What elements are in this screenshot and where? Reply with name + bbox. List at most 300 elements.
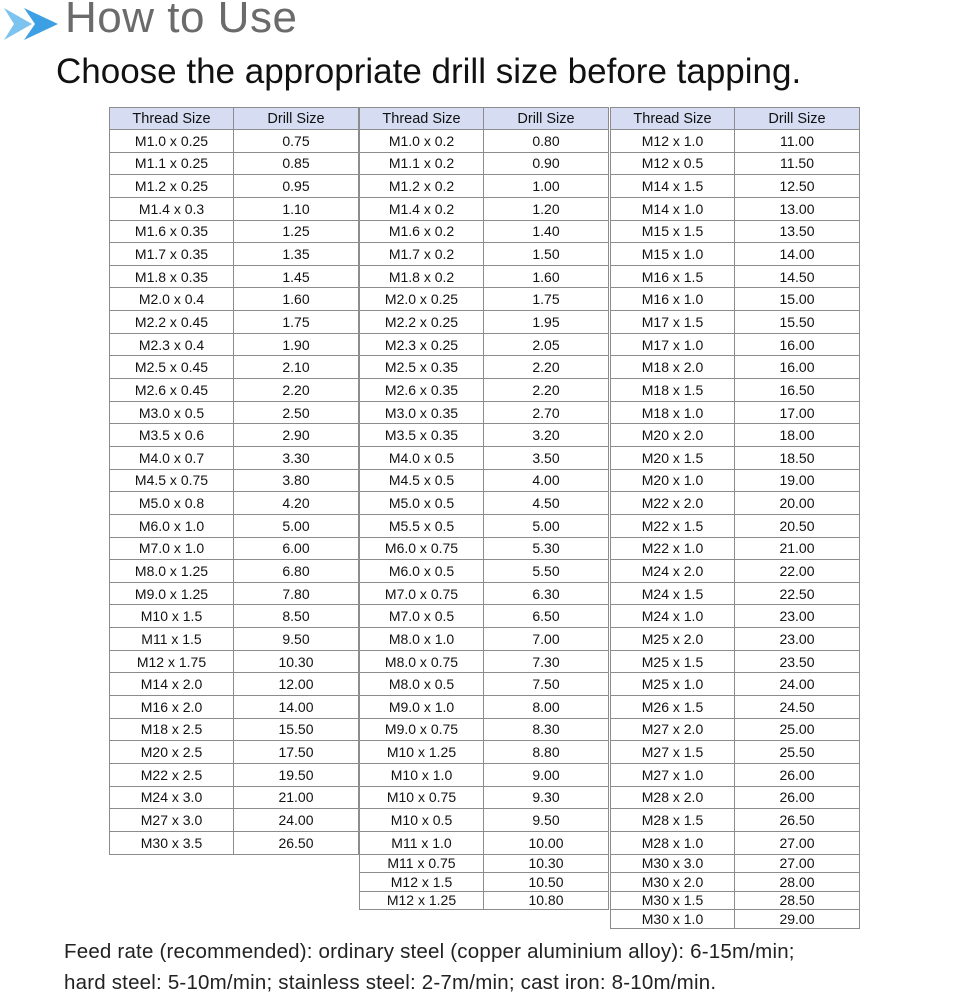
drill-size-cell: 18.50 xyxy=(735,446,860,469)
table-header-row xyxy=(611,108,860,130)
thread-size-cell: M11 x 1.0 xyxy=(360,831,484,854)
thread-size-cell: M8.0 x 1.0 xyxy=(360,628,484,651)
page-header xyxy=(0,0,960,100)
table-row xyxy=(611,311,860,334)
drill-size-cell: 28.50 xyxy=(735,891,860,910)
drill-size-cell: 6.30 xyxy=(484,582,609,605)
thread-size-cell: M7.0 x 0.5 xyxy=(360,605,484,628)
table-row xyxy=(360,891,609,910)
drill-size-cell: 14.00 xyxy=(234,696,359,719)
table-row xyxy=(611,786,860,809)
thread-size-cell: M6.0 x 0.75 xyxy=(360,537,484,560)
drill-size-cell: 9.00 xyxy=(484,763,609,786)
thread-size-cell: M18 x 1.5 xyxy=(611,379,735,402)
drill-size-cell: 23.50 xyxy=(735,650,860,673)
table-row xyxy=(360,401,609,424)
thread-size-cell: M8.0 x 0.5 xyxy=(360,673,484,696)
thread-size-cell: M24 x 1.5 xyxy=(611,582,735,605)
table-row xyxy=(110,379,359,402)
drill-size-cell: 3.30 xyxy=(234,446,359,469)
table-row xyxy=(611,537,860,560)
table-row xyxy=(360,696,609,719)
table-row xyxy=(110,356,359,379)
drill-size-cell: 29.00 xyxy=(735,910,860,929)
drill-size-cell: 15.50 xyxy=(234,718,359,741)
table-row xyxy=(611,220,860,243)
drill-size-cell: 5.00 xyxy=(234,514,359,537)
drill-size-cell: 1.00 xyxy=(484,175,609,198)
drill-size-cell: 1.40 xyxy=(484,220,609,243)
table-row xyxy=(360,152,609,175)
drill-size-cell: 20.00 xyxy=(735,492,860,515)
table-row xyxy=(611,130,860,153)
drill-size-cell: 24.00 xyxy=(234,809,359,832)
drill-size-cell: 0.95 xyxy=(234,175,359,198)
table-row xyxy=(611,741,860,764)
table-row xyxy=(611,582,860,605)
thread-size-cell: M15 x 1.0 xyxy=(611,243,735,266)
table-row xyxy=(611,891,860,910)
thread-size-cell: M1.6 x 0.35 xyxy=(110,220,234,243)
drill-size-header: Drill Size xyxy=(484,108,609,130)
thread-size-cell: M30 x 1.0 xyxy=(611,910,735,929)
drill-size-cell: 2.05 xyxy=(484,333,609,356)
table-row xyxy=(110,152,359,175)
table-row xyxy=(611,401,860,424)
table-row xyxy=(360,582,609,605)
drill-size-cell: 1.90 xyxy=(234,333,359,356)
drill-size-cell: 17.00 xyxy=(735,401,860,424)
thread-size-cell: M24 x 3.0 xyxy=(110,786,234,809)
thread-size-cell: M1.1 x 0.2 xyxy=(360,152,484,175)
thread-size-cell: M22 x 1.0 xyxy=(611,537,735,560)
thread-size-cell: M10 x 0.75 xyxy=(360,786,484,809)
thread-size-cell: M16 x 1.5 xyxy=(611,265,735,288)
thread-size-cell: M3.0 x 0.5 xyxy=(110,401,234,424)
thread-size-cell: M14 x 2.0 xyxy=(110,673,234,696)
table-row xyxy=(110,130,359,153)
table-row xyxy=(110,197,359,220)
thread-size-cell: M6.0 x 0.5 xyxy=(360,560,484,583)
table-row xyxy=(611,356,860,379)
drill-size-cell: 3.20 xyxy=(484,424,609,447)
double-chevron-right-icon xyxy=(2,6,62,42)
drill-size-cell: 13.00 xyxy=(735,197,860,220)
drill-size-cell: 4.50 xyxy=(484,492,609,515)
table-row xyxy=(110,469,359,492)
drill-size-cell: 2.20 xyxy=(484,379,609,402)
thread-size-cell: M2.2 x 0.25 xyxy=(360,311,484,334)
drill-size-cell: 12.00 xyxy=(234,673,359,696)
thread-size-cell: M25 x 1.0 xyxy=(611,673,735,696)
thread-size-cell: M28 x 2.0 xyxy=(611,786,735,809)
table-row xyxy=(360,650,609,673)
drill-size-cell: 9.50 xyxy=(234,628,359,651)
drill-size-cell: 8.50 xyxy=(234,605,359,628)
thread-size-cell: M14 x 1.5 xyxy=(611,175,735,198)
thread-size-cell: M28 x 1.5 xyxy=(611,809,735,832)
thread-size-cell: M1.0 x 0.2 xyxy=(360,130,484,153)
drill-size-cell: 13.50 xyxy=(735,220,860,243)
drill-size-cell: 16.50 xyxy=(735,379,860,402)
drill-size-cell: 2.20 xyxy=(234,379,359,402)
thread-size-cell: M17 x 1.0 xyxy=(611,333,735,356)
table-row xyxy=(110,220,359,243)
thread-size-cell: M1.7 x 0.35 xyxy=(110,243,234,266)
drill-size-table-1 xyxy=(109,107,359,855)
table-row xyxy=(360,446,609,469)
thread-size-cell: M2.6 x 0.35 xyxy=(360,379,484,402)
drill-size-cell: 25.50 xyxy=(735,741,860,764)
table-row xyxy=(611,605,860,628)
drill-size-cell: 5.30 xyxy=(484,537,609,560)
table-row xyxy=(110,673,359,696)
thread-size-cell: M25 x 2.0 xyxy=(611,628,735,651)
drill-size-cell: 2.20 xyxy=(484,356,609,379)
thread-size-cell: M1.2 x 0.25 xyxy=(110,175,234,198)
thread-size-cell: M7.0 x 0.75 xyxy=(360,582,484,605)
thread-size-cell: M2.5 x 0.35 xyxy=(360,356,484,379)
thread-size-cell: M22 x 2.0 xyxy=(611,492,735,515)
thread-size-cell: M22 x 2.5 xyxy=(110,763,234,786)
drill-size-cell: 2.90 xyxy=(234,424,359,447)
drill-size-cell: 8.30 xyxy=(484,718,609,741)
drill-size-cell: 4.00 xyxy=(484,469,609,492)
table-row xyxy=(611,424,860,447)
drill-size-cell: 10.30 xyxy=(234,650,359,673)
table-row xyxy=(110,243,359,266)
thread-size-cell: M30 x 3.5 xyxy=(110,831,234,854)
thread-size-cell: M16 x 2.0 xyxy=(110,696,234,719)
table-row xyxy=(110,786,359,809)
table-row xyxy=(360,718,609,741)
table-row xyxy=(611,696,860,719)
thread-size-cell: M12 x 1.25 xyxy=(360,891,484,910)
drill-size-header: Drill Size xyxy=(735,108,860,130)
thread-size-cell: M1.0 x 0.25 xyxy=(110,130,234,153)
drill-size-cell: 24.50 xyxy=(735,696,860,719)
drill-size-cell: 10.50 xyxy=(484,873,609,892)
table-row xyxy=(360,786,609,809)
thread-size-cell: M2.3 x 0.4 xyxy=(110,333,234,356)
thread-size-cell: M9.0 x 1.0 xyxy=(360,696,484,719)
drill-size-cell: 19.50 xyxy=(234,763,359,786)
drill-size-header: Drill Size xyxy=(234,108,359,130)
table-row xyxy=(110,582,359,605)
thread-size-header: Thread Size xyxy=(360,108,484,130)
drill-size-cell: 0.75 xyxy=(234,130,359,153)
drill-size-cell: 1.35 xyxy=(234,243,359,266)
thread-size-cell: M30 x 3.0 xyxy=(611,854,735,873)
thread-size-cell: M2.0 x 0.4 xyxy=(110,288,234,311)
table-row xyxy=(611,492,860,515)
drill-size-cell: 22.50 xyxy=(735,582,860,605)
table-header-row xyxy=(110,108,359,130)
thread-size-cell: M10 x 1.0 xyxy=(360,763,484,786)
table-row xyxy=(360,763,609,786)
drill-size-table-2 xyxy=(359,107,609,910)
table-row xyxy=(110,763,359,786)
drill-size-cell: 8.80 xyxy=(484,741,609,764)
drill-size-cell: 24.00 xyxy=(735,673,860,696)
table-row xyxy=(611,650,860,673)
thread-size-cell: M2.5 x 0.45 xyxy=(110,356,234,379)
table-row xyxy=(110,718,359,741)
table-row xyxy=(360,197,609,220)
thread-size-cell: M2.3 x 0.25 xyxy=(360,333,484,356)
table-row xyxy=(360,831,609,854)
drill-size-cell: 23.00 xyxy=(735,605,860,628)
table-row xyxy=(611,673,860,696)
thread-size-cell: M30 x 1.5 xyxy=(611,891,735,910)
table-row xyxy=(611,873,860,892)
table-row xyxy=(110,311,359,334)
drill-size-cell: 1.50 xyxy=(484,243,609,266)
drill-size-cell: 26.00 xyxy=(735,786,860,809)
thread-size-cell: M28 x 1.0 xyxy=(611,831,735,854)
drill-size-cell: 27.00 xyxy=(735,831,860,854)
drill-size-cell: 10.80 xyxy=(484,891,609,910)
table-row xyxy=(360,605,609,628)
drill-size-cell: 4.20 xyxy=(234,492,359,515)
table-row xyxy=(360,288,609,311)
thread-size-cell: M1.1 x 0.25 xyxy=(110,152,234,175)
drill-size-cell: 2.10 xyxy=(234,356,359,379)
drill-size-cell: 5.00 xyxy=(484,514,609,537)
table-row xyxy=(360,379,609,402)
thread-size-cell: M5.0 x 0.8 xyxy=(110,492,234,515)
drill-size-cell: 26.00 xyxy=(735,763,860,786)
drill-size-cell: 1.45 xyxy=(234,265,359,288)
table-row xyxy=(360,673,609,696)
thread-size-cell: M12 x 0.5 xyxy=(611,152,735,175)
thread-size-cell: M2.6 x 0.45 xyxy=(110,379,234,402)
drill-size-cell: 1.75 xyxy=(234,311,359,334)
thread-size-cell: M8.0 x 1.25 xyxy=(110,560,234,583)
thread-size-cell: M22 x 1.5 xyxy=(611,514,735,537)
table-row xyxy=(360,469,609,492)
table-row xyxy=(360,424,609,447)
thread-size-cell: M4.5 x 0.75 xyxy=(110,469,234,492)
drill-size-cell: 1.60 xyxy=(484,265,609,288)
drill-size-cell: 7.80 xyxy=(234,582,359,605)
table-row xyxy=(611,446,860,469)
table-row xyxy=(110,333,359,356)
thread-size-cell: M20 x 1.0 xyxy=(611,469,735,492)
table-row xyxy=(360,854,609,873)
table-row xyxy=(611,831,860,854)
table-row xyxy=(110,537,359,560)
table-row xyxy=(110,628,359,651)
drill-size-cell: 7.00 xyxy=(484,628,609,651)
feed-rate-line-1: Feed rate (recommended): ordinary steel (copper aluminium alloy): 6-15m/min; xyxy=(64,940,795,963)
table-row xyxy=(611,910,860,929)
drill-size-cell: 2.70 xyxy=(484,401,609,424)
feed-rate-note xyxy=(64,936,960,998)
table-row xyxy=(110,560,359,583)
thread-size-cell: M12 x 1.5 xyxy=(360,873,484,892)
table-row xyxy=(360,628,609,651)
table-row xyxy=(110,401,359,424)
drill-size-cell: 26.50 xyxy=(735,809,860,832)
table-row xyxy=(360,514,609,537)
table-row xyxy=(611,560,860,583)
drill-size-cell: 1.20 xyxy=(484,197,609,220)
table-row xyxy=(611,469,860,492)
thread-size-cell: M27 x 3.0 xyxy=(110,809,234,832)
thread-size-cell: M1.4 x 0.3 xyxy=(110,197,234,220)
table-row xyxy=(110,424,359,447)
table-header-row xyxy=(360,108,609,130)
thread-size-cell: M25 x 1.5 xyxy=(611,650,735,673)
drill-size-cell: 3.50 xyxy=(484,446,609,469)
table-row xyxy=(360,560,609,583)
thread-size-cell: M4.0 x 0.7 xyxy=(110,446,234,469)
table-row xyxy=(611,718,860,741)
drill-size-cell: 14.50 xyxy=(735,265,860,288)
thread-size-cell: M4.0 x 0.5 xyxy=(360,446,484,469)
table-row xyxy=(360,356,609,379)
thread-size-cell: M18 x 1.0 xyxy=(611,401,735,424)
table-row xyxy=(360,492,609,515)
thread-size-cell: M7.0 x 1.0 xyxy=(110,537,234,560)
thread-size-cell: M18 x 2.0 xyxy=(611,356,735,379)
thread-size-cell: M20 x 2.5 xyxy=(110,741,234,764)
drill-size-cell: 0.90 xyxy=(484,152,609,175)
table-row xyxy=(611,175,860,198)
table-row xyxy=(611,152,860,175)
thread-size-cell: M18 x 2.5 xyxy=(110,718,234,741)
drill-size-cell: 1.10 xyxy=(234,197,359,220)
thread-size-cell: M11 x 0.75 xyxy=(360,854,484,873)
table-row xyxy=(611,809,860,832)
thread-size-cell: M9.0 x 0.75 xyxy=(360,718,484,741)
drill-size-cell: 3.80 xyxy=(234,469,359,492)
thread-size-cell: M15 x 1.5 xyxy=(611,220,735,243)
table-row xyxy=(110,288,359,311)
table-row xyxy=(360,311,609,334)
thread-size-cell: M16 x 1.0 xyxy=(611,288,735,311)
thread-size-cell: M1.2 x 0.2 xyxy=(360,175,484,198)
thread-size-cell: M26 x 1.5 xyxy=(611,696,735,719)
drill-size-cell: 27.00 xyxy=(735,854,860,873)
table-row xyxy=(110,492,359,515)
thread-size-cell: M9.0 x 1.25 xyxy=(110,582,234,605)
drill-size-cell: 14.00 xyxy=(735,243,860,266)
table-row xyxy=(611,243,860,266)
table-row xyxy=(611,763,860,786)
drill-size-cell: 6.50 xyxy=(484,605,609,628)
drill-size-cell: 10.00 xyxy=(484,831,609,854)
drill-size-cell: 16.00 xyxy=(735,356,860,379)
drill-size-cell: 5.50 xyxy=(484,560,609,583)
drill-size-cell: 20.50 xyxy=(735,514,860,537)
drill-size-cell: 15.00 xyxy=(735,288,860,311)
drill-size-cell: 0.85 xyxy=(234,152,359,175)
table-row xyxy=(110,514,359,537)
thread-size-cell: M24 x 1.0 xyxy=(611,605,735,628)
table-row xyxy=(360,873,609,892)
table-row xyxy=(110,650,359,673)
thread-size-cell: M2.2 x 0.45 xyxy=(110,311,234,334)
thread-size-cell: M27 x 2.0 xyxy=(611,718,735,741)
table-row xyxy=(611,628,860,651)
drill-size-cell: 1.95 xyxy=(484,311,609,334)
drill-size-cell: 22.00 xyxy=(735,560,860,583)
table-row xyxy=(110,175,359,198)
drill-size-cell: 8.00 xyxy=(484,696,609,719)
table-row xyxy=(611,379,860,402)
table-row xyxy=(110,809,359,832)
page-subtitle: Choose the appropriate drill size before tapping. xyxy=(56,52,802,91)
table-row xyxy=(110,696,359,719)
table-row xyxy=(360,175,609,198)
table-row xyxy=(360,220,609,243)
table-row xyxy=(110,605,359,628)
drill-size-cell: 21.00 xyxy=(234,786,359,809)
drill-size-cell: 1.25 xyxy=(234,220,359,243)
drill-size-cell: 0.80 xyxy=(484,130,609,153)
table-row xyxy=(360,265,609,288)
drill-size-cell: 1.75 xyxy=(484,288,609,311)
thread-size-cell: M11 x 1.5 xyxy=(110,628,234,651)
thread-size-cell: M3.0 x 0.35 xyxy=(360,401,484,424)
drill-size-cell: 12.50 xyxy=(735,175,860,198)
thread-size-cell: M17 x 1.5 xyxy=(611,311,735,334)
thread-size-cell: M10 x 1.5 xyxy=(110,605,234,628)
thread-size-cell: M1.4 x 0.2 xyxy=(360,197,484,220)
thread-size-cell: M1.6 x 0.2 xyxy=(360,220,484,243)
thread-size-cell: M12 x 1.0 xyxy=(611,130,735,153)
drill-size-cell: 19.00 xyxy=(735,469,860,492)
drill-size-cell: 25.00 xyxy=(735,718,860,741)
thread-size-cell: M8.0 x 0.75 xyxy=(360,650,484,673)
drill-size-cell: 10.30 xyxy=(484,854,609,873)
drill-size-cell: 11.00 xyxy=(735,130,860,153)
drill-size-cell: 2.50 xyxy=(234,401,359,424)
table-row xyxy=(611,265,860,288)
drill-size-cell: 9.30 xyxy=(484,786,609,809)
thread-size-cell: M1.8 x 0.2 xyxy=(360,265,484,288)
thread-size-cell: M20 x 1.5 xyxy=(611,446,735,469)
thread-size-cell: M5.0 x 0.5 xyxy=(360,492,484,515)
drill-size-cell: 1.60 xyxy=(234,288,359,311)
thread-size-cell: M3.5 x 0.35 xyxy=(360,424,484,447)
drill-size-cell: 9.50 xyxy=(484,809,609,832)
drill-size-table-3 xyxy=(610,107,860,929)
table-row xyxy=(110,741,359,764)
thread-size-cell: M5.5 x 0.5 xyxy=(360,514,484,537)
drill-size-cell: 28.00 xyxy=(735,873,860,892)
drill-size-cell: 7.30 xyxy=(484,650,609,673)
table-row xyxy=(360,130,609,153)
drill-size-cell: 15.50 xyxy=(735,311,860,334)
table-row xyxy=(110,265,359,288)
thread-size-cell: M3.5 x 0.6 xyxy=(110,424,234,447)
drill-size-cell: 23.00 xyxy=(735,628,860,651)
thread-size-header: Thread Size xyxy=(110,108,234,130)
thread-size-header: Thread Size xyxy=(611,108,735,130)
table-row xyxy=(360,243,609,266)
thread-size-cell: M2.0 x 0.25 xyxy=(360,288,484,311)
table-row xyxy=(611,854,860,873)
thread-size-cell: M24 x 2.0 xyxy=(611,560,735,583)
drill-size-cell: 6.80 xyxy=(234,560,359,583)
drill-size-cell: 21.00 xyxy=(735,537,860,560)
thread-size-cell: M4.5 x 0.5 xyxy=(360,469,484,492)
table-row xyxy=(611,288,860,311)
table-row xyxy=(611,197,860,220)
